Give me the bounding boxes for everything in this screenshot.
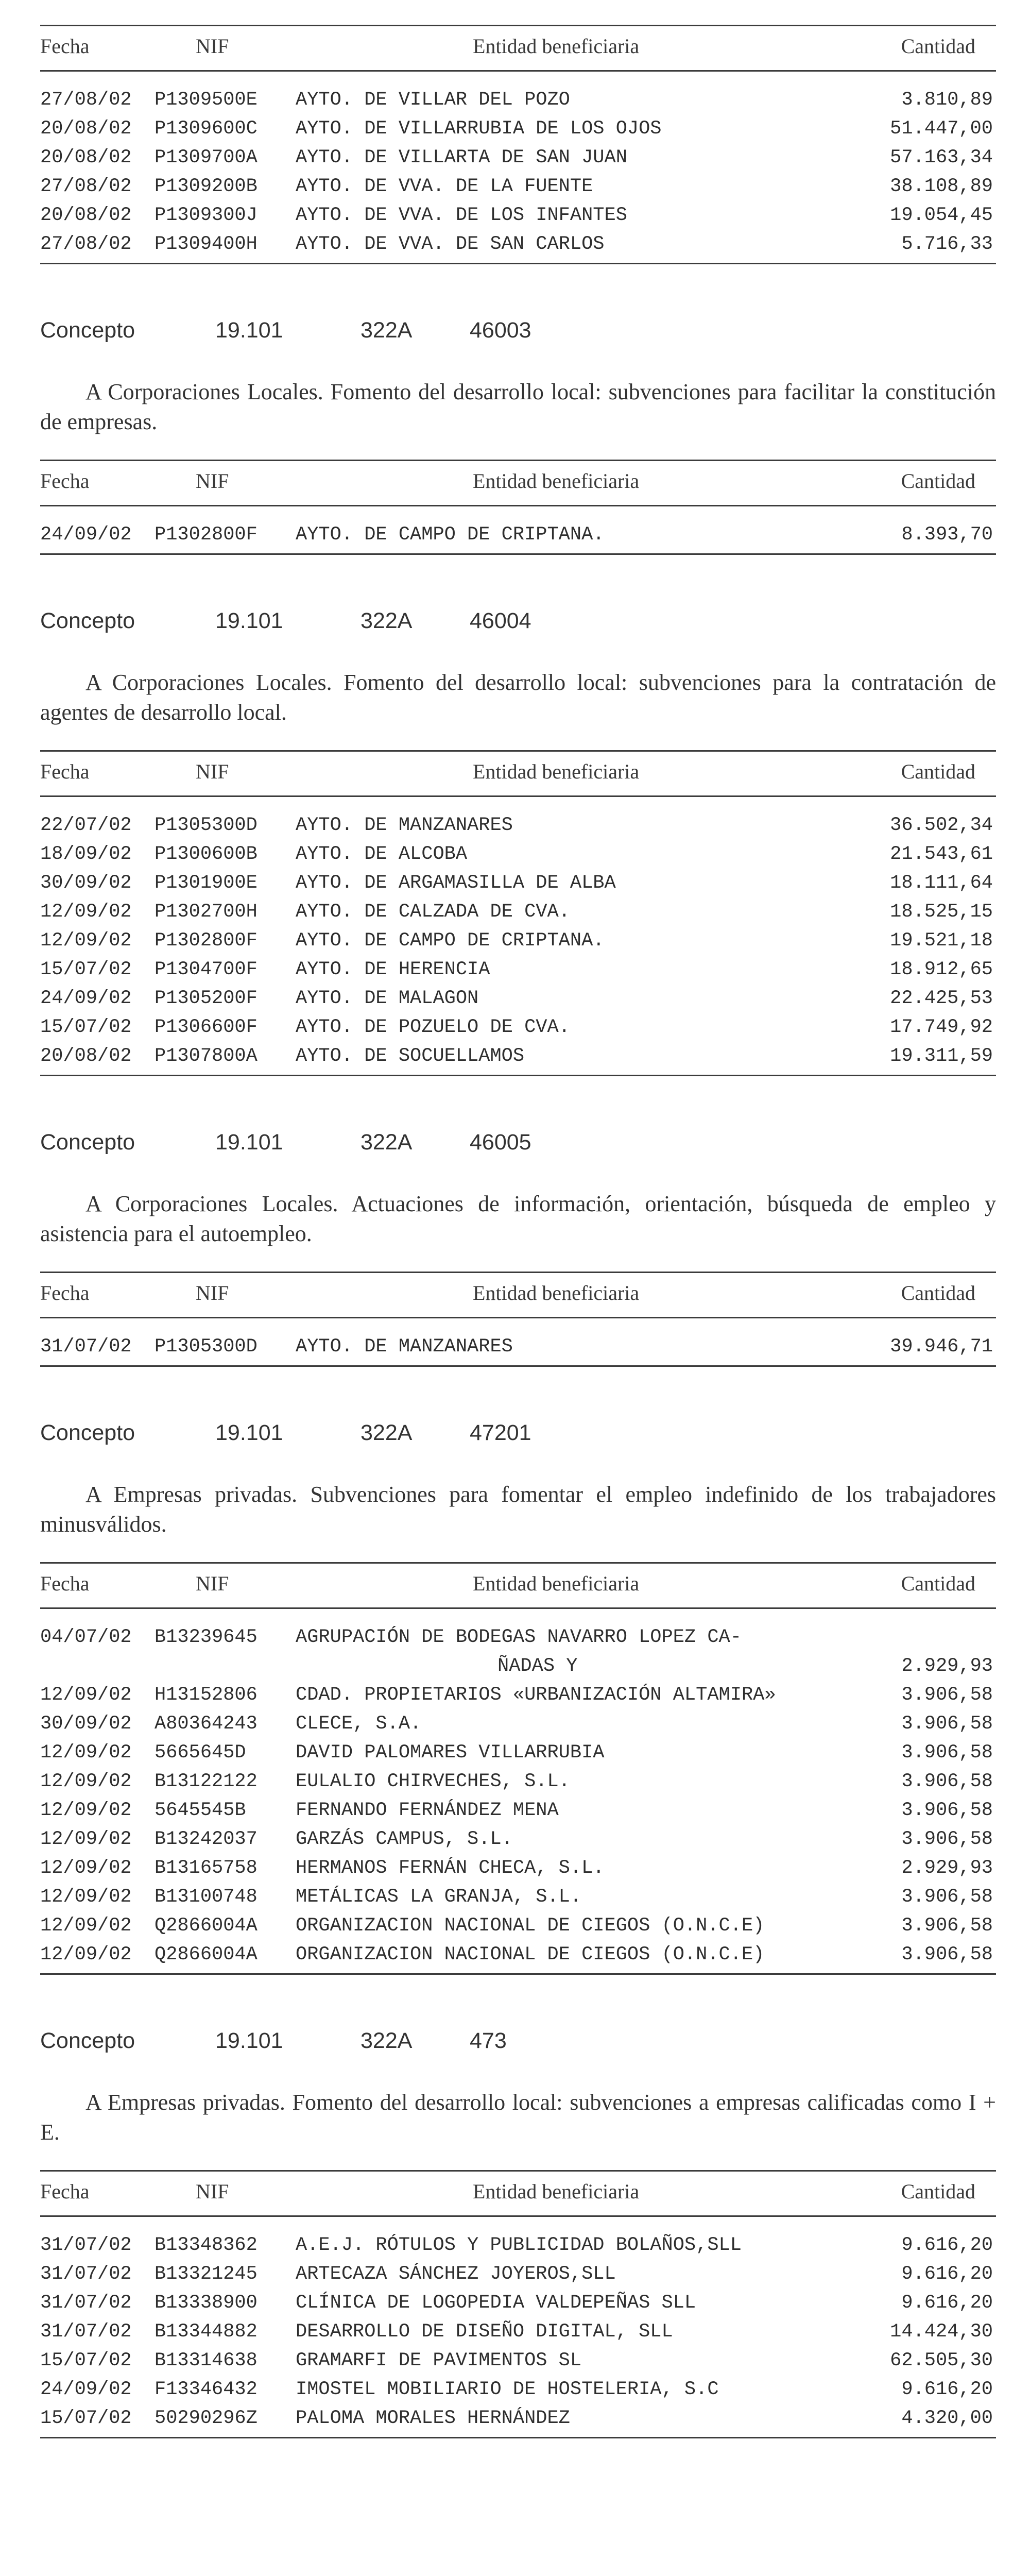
cell-cantidad: 9.616,20	[901, 2263, 993, 2285]
cell-nif: P1305300D	[154, 1336, 258, 1358]
cell-nif: P1302800F	[154, 524, 258, 546]
concepto-line	[40, 1131, 996, 1157]
table-header-rule	[40, 70, 996, 72]
table-top-rule	[40, 1562, 996, 1564]
table-header-rule	[40, 1317, 996, 1318]
cell-fecha: 12/09/02	[40, 1915, 132, 1937]
cell-entidad: A.E.J. RÓTULOS Y PUBLICIDAD BOLAÑOS,SLL	[296, 2234, 742, 2256]
cell-entidad: AYTO. DE MANZANARES	[296, 1336, 513, 1358]
cell-cantidad: 57.163,34	[890, 147, 993, 168]
cell-entidad: AYTO. DE VVA. DE LOS INFANTES	[296, 205, 627, 226]
cell-fecha: 27/08/02	[40, 176, 132, 197]
table-top-rule	[40, 750, 996, 752]
concepto-code-program: 19.101	[215, 318, 283, 343]
cell-cantidad: 3.906,58	[901, 1771, 993, 1792]
table-row	[40, 2323, 996, 2351]
cell-fecha: 20/08/02	[40, 118, 132, 140]
cell-fecha: 12/09/02	[40, 1800, 132, 1821]
cell-nif: B13321245	[154, 2263, 258, 2285]
header-nif: NIF	[196, 2180, 229, 2203]
cell-fecha: 27/08/02	[40, 89, 132, 111]
cell-fecha: 18/09/02	[40, 843, 132, 865]
cell-cantidad: 19.521,18	[890, 930, 993, 952]
concepto-code-item: 473	[470, 2028, 507, 2053]
cell-entidad: AYTO. DE ALCOBA	[296, 843, 468, 865]
table-row	[40, 1047, 996, 1076]
cell-entidad: AYTO. DE VVA. DE LA FUENTE	[296, 176, 593, 197]
cell-fecha: 31/07/02	[40, 2263, 132, 2285]
cell-cantidad: 3.906,58	[901, 1828, 993, 1850]
concepto-label: Concepto	[40, 1130, 135, 1155]
table-row	[40, 526, 996, 554]
cell-fecha: 24/09/02	[40, 524, 132, 546]
cell-fecha: 12/09/02	[40, 930, 132, 952]
cell-entidad: EULALIO CHIRVECHES, S.L.	[296, 1771, 570, 1792]
cell-fecha: 22/07/02	[40, 815, 132, 836]
table-top-rule	[40, 1272, 996, 1273]
cell-fecha: 31/07/02	[40, 1336, 132, 1358]
concepto-code-item: 46004	[470, 608, 531, 633]
cell-cantidad: 3.906,58	[901, 1886, 993, 1908]
table-row	[40, 2265, 996, 2294]
cell-cantidad: 18.525,15	[890, 901, 993, 923]
cell-entidad: AYTO. DE CAMPO DE CRIPTANA.	[296, 930, 605, 952]
cell-nif: B13165758	[154, 1857, 258, 1879]
cell-entidad: DESARROLLO DE DISEÑO DIGITAL, SLL	[296, 2321, 673, 2343]
cell-cantidad: 9.616,20	[901, 2292, 993, 2314]
cell-nif: F13346432	[154, 2379, 258, 2400]
table-row	[40, 1772, 996, 1801]
cell-cantidad: 3.906,58	[901, 1713, 993, 1735]
header-nif: NIF	[196, 1281, 229, 1304]
cell-entidad: CLECE, S.A.	[296, 1713, 422, 1735]
cell-fecha: 12/09/02	[40, 1886, 132, 1908]
header-entidad: Entidad beneficiaria	[473, 35, 640, 58]
cell-fecha: 31/07/02	[40, 2321, 132, 2343]
cell-fecha: 15/07/02	[40, 2408, 132, 2429]
concept-description: A Empresas privadas. Subvenciones para fomentar el empleo indefinido de los trabajadores minusválidos.	[40, 1482, 996, 1537]
cell-entidad: HERMANOS FERNÁN CHECA, S.L.	[296, 1857, 605, 1879]
header-cantidad: Cantidad	[901, 1572, 975, 1595]
cell-cantidad: 4.320,00	[901, 2408, 993, 2429]
cell-fecha: 04/07/02	[40, 1626, 132, 1648]
cell-nif: P1305200F	[154, 988, 258, 1009]
table-bottom-rule	[40, 2437, 996, 2438]
cell-nif: B13100748	[154, 1886, 258, 1908]
table-row	[40, 2236, 996, 2265]
cell-fecha: 31/07/02	[40, 2234, 132, 2256]
cell-nif: P1305300D	[154, 815, 258, 836]
cell-entidad: GRAMARFI DE PAVIMENTOS SL	[296, 2350, 582, 2371]
cell-entidad: AYTO. DE VILLARTA DE SAN JUAN	[296, 147, 627, 168]
table-row	[40, 177, 996, 206]
cell-fecha: 15/07/02	[40, 1016, 132, 1038]
table-header-rule	[40, 505, 996, 506]
cell-cantidad: 3.906,58	[901, 1915, 993, 1937]
header-cantidad: Cantidad	[901, 35, 975, 58]
cell-fecha: 31/07/02	[40, 2292, 132, 2314]
cell-fecha: 30/09/02	[40, 1713, 132, 1735]
table-header-rule	[40, 1607, 996, 1609]
table-row	[40, 1743, 996, 1772]
cell-nif: P1307800A	[154, 1045, 258, 1067]
cell-fecha: 12/09/02	[40, 1742, 132, 1764]
cell-nif: P1309200B	[154, 176, 258, 197]
cell-fecha: 12/09/02	[40, 1828, 132, 1850]
cell-entidad: AYTO. DE SOCUELLAMOS	[296, 1045, 525, 1067]
cell-nif: B13348362	[154, 2234, 258, 2256]
cell-nif: P1304700F	[154, 959, 258, 980]
cell-fecha: 12/09/02	[40, 1771, 132, 1792]
concepto-label: Concepto	[40, 1420, 135, 1445]
cell-nif: A80364243	[154, 1713, 258, 1735]
table-row	[40, 816, 996, 845]
concept-description: A Corporaciones Locales. Fomento del desarrollo local: subvenciones para facilitar la constitución de empresas.	[40, 379, 996, 434]
table-row	[40, 874, 996, 903]
cell-nif: P1306600F	[154, 1016, 258, 1038]
cell-entidad: AYTO. DE POZUELO DE CVA.	[296, 1016, 570, 1038]
cell-cantidad: 18.111,64	[890, 872, 993, 894]
table-row	[40, 120, 996, 148]
table-row	[40, 1801, 996, 1830]
concepto-line	[40, 1422, 996, 1448]
concept-description: A Empresas privadas. Fomento del desarrollo local: subvenciones a empresas calificadas como I + E.	[40, 2090, 996, 2145]
cell-cantidad: 38.108,89	[890, 176, 993, 197]
table-row	[40, 1686, 996, 1715]
table-row	[40, 1945, 996, 1974]
header-cantidad: Cantidad	[901, 1281, 975, 1304]
cell-nif: B13314638	[154, 2350, 258, 2371]
table-row	[40, 903, 996, 931]
cell-fecha: 30/09/02	[40, 872, 132, 894]
cell-entidad: AYTO. DE MALAGON	[296, 988, 479, 1009]
cell-cantidad: 14.424,30	[890, 2321, 993, 2343]
table-row	[40, 989, 996, 1018]
cell-nif: P1302700H	[154, 901, 258, 923]
concept-description: A Corporaciones Locales. Actuaciones de información, orientación, búsqueda de empleo y asistencia para el autoempleo.	[40, 1191, 996, 1246]
header-fecha: Fecha	[40, 1572, 90, 1595]
concepto-code-item: 46005	[470, 1130, 531, 1155]
table-bottom-rule	[40, 1973, 996, 1975]
cell-nif: Q2866004A	[154, 1915, 258, 1937]
header-entidad: Entidad beneficiaria	[473, 2180, 640, 2203]
cell-entidad: AYTO. DE ARGAMASILLA DE ALBA	[296, 872, 616, 894]
cell-entidad: AGRUPACIÓN DE BODEGAS NAVARRO LOPEZ CA-	[296, 1626, 742, 1648]
cell-cantidad: 8.393,70	[901, 524, 993, 546]
cell-cantidad: 39.946,71	[890, 1336, 993, 1358]
cell-entidad: CLÍNICA DE LOGOPEDIA VALDEPEÑAS SLL	[296, 2292, 696, 2314]
cell-entidad: FERNANDO FERNÁNDEZ MENA	[296, 1800, 559, 1821]
header-nif: NIF	[196, 35, 229, 58]
cell-entidad: AYTO. DE CALZADA DE CVA.	[296, 901, 570, 923]
header-entidad: Entidad beneficiaria	[473, 469, 640, 493]
cell-fecha: 12/09/02	[40, 1944, 132, 1965]
table-row	[40, 931, 996, 960]
header-nif: NIF	[196, 760, 229, 783]
table-row	[40, 1917, 996, 1945]
header-fecha: Fecha	[40, 2180, 90, 2203]
cell-entidad: ARTECAZA SÁNCHEZ JOYEROS,SLL	[296, 2263, 616, 2285]
table-row	[40, 845, 996, 874]
cell-fecha: 24/09/02	[40, 2379, 132, 2400]
cell-fecha: 20/08/02	[40, 205, 132, 226]
concepto-code-program: 19.101	[215, 608, 283, 633]
table-row	[40, 2380, 996, 2409]
cell-entidad: PALOMA MORALES HERNÁNDEZ	[296, 2408, 570, 2429]
cell-nif: 5645545B	[154, 1800, 246, 1821]
cell-cantidad: 18.912,65	[890, 959, 993, 980]
cell-entidad: AYTO. DE VILLARRUBIA DE LOS OJOS	[296, 118, 662, 140]
table-row	[40, 206, 996, 235]
table-row	[40, 148, 996, 177]
table-row	[40, 1018, 996, 1047]
cell-cantidad: 9.616,20	[901, 2379, 993, 2400]
table-row	[40, 91, 996, 120]
header-cantidad: Cantidad	[901, 2180, 975, 2203]
cell-nif: P1309300J	[154, 205, 258, 226]
table-row	[40, 1715, 996, 1743]
cell-entidad: ORGANIZACION NACIONAL DE CIEGOS (O.N.C.E)	[296, 1944, 765, 1965]
cell-cantidad: 36.502,34	[890, 815, 993, 836]
cell-nif: P1300600B	[154, 843, 258, 865]
concept-description: A Corporaciones Locales. Fomento del desarrollo local: subvenciones para la contratación de agentes de desarrollo local.	[40, 670, 996, 725]
cell-nif: B13122122	[154, 1771, 258, 1792]
concepto-code-program: 19.101	[215, 2028, 283, 2053]
cell-entidad: AYTO. DE MANZANARES	[296, 815, 513, 836]
concepto-code-function: 322A	[360, 1420, 413, 1445]
table-row	[40, 2409, 996, 2438]
table-row	[40, 1888, 996, 1917]
cell-cantidad: 9.616,20	[901, 2234, 993, 2256]
cell-cantidad: 2.929,93	[901, 1655, 993, 1677]
table-bottom-rule	[40, 1365, 996, 1367]
header-cantidad: Cantidad	[901, 760, 975, 783]
cell-entidad: IMOSTEL MOBILIARIO DE HOSTELERIA, S.C	[296, 2379, 719, 2400]
table-row	[40, 1337, 996, 1366]
cell-nif: B13338900	[154, 2292, 258, 2314]
table-bottom-rule	[40, 553, 996, 555]
header-fecha: Fecha	[40, 760, 90, 783]
cell-entidad: ORGANIZACION NACIONAL DE CIEGOS (O.N.C.E)	[296, 1915, 765, 1937]
header-entidad: Entidad beneficiaria	[473, 1572, 640, 1595]
cell-fecha: 12/09/02	[40, 1684, 132, 1706]
cell-entidad: AYTO. DE VILLAR DEL POZO	[296, 89, 570, 111]
cell-cantidad: 62.505,30	[890, 2350, 993, 2371]
cell-cantidad: 51.447,00	[890, 118, 993, 140]
table-top-rule	[40, 2170, 996, 2172]
cell-nif: P1309500E	[154, 89, 258, 111]
concepto-code-program: 19.101	[215, 1130, 283, 1155]
header-entidad: Entidad beneficiaria	[473, 1281, 640, 1304]
concepto-code-item: 46003	[470, 318, 531, 343]
cell-entidad: METÁLICAS LA GRANJA, S.L.	[296, 1886, 582, 1908]
cell-cantidad: 21.543,61	[890, 843, 993, 865]
header-fecha: Fecha	[40, 35, 90, 58]
cell-entidad: AYTO. DE HERENCIA	[296, 959, 490, 980]
concepto-code-function: 322A	[360, 2028, 413, 2053]
cell-entidad: DAVID PALOMARES VILLARRUBIA	[296, 1742, 605, 1764]
concepto-code-function: 322A	[360, 608, 413, 633]
cell-cantidad: 19.054,45	[890, 205, 993, 226]
cell-nif: 50290296Z	[154, 2408, 258, 2429]
cell-cantidad: 3.906,58	[901, 1800, 993, 1821]
table-row	[40, 235, 996, 264]
cell-fecha: 12/09/02	[40, 1857, 132, 1879]
concepto-line	[40, 2030, 996, 2056]
table-top-rule	[40, 460, 996, 461]
cell-cantidad: 5.716,33	[901, 233, 993, 255]
cell-entidad: AYTO. DE CAMPO DE CRIPTANA.	[296, 524, 605, 546]
cell-fecha: 27/08/02	[40, 233, 132, 255]
cell-nif: P1302800F	[154, 930, 258, 952]
cell-nif: 5665645D	[154, 1742, 246, 1764]
table-bottom-rule	[40, 1075, 996, 1076]
cell-fecha: 15/07/02	[40, 2350, 132, 2371]
header-fecha: Fecha	[40, 1281, 90, 1304]
cell-entidad-continued: ÑADAS Y	[497, 1655, 578, 1677]
concepto-code-function: 322A	[360, 1130, 413, 1155]
header-fecha: Fecha	[40, 469, 90, 493]
table-row	[40, 1628, 996, 1686]
table-bottom-rule	[40, 263, 996, 264]
cell-cantidad: 2.929,93	[901, 1857, 993, 1879]
cell-nif: B13242037	[154, 1828, 258, 1850]
cell-cantidad: 3.906,58	[901, 1684, 993, 1706]
header-nif: NIF	[196, 1572, 229, 1595]
cell-nif: P1309700A	[154, 147, 258, 168]
concepto-code-item: 47201	[470, 1420, 531, 1445]
cell-cantidad: 3.906,58	[901, 1742, 993, 1764]
cell-cantidad: 3.810,89	[901, 89, 993, 111]
table-header-rule	[40, 2215, 996, 2217]
table-row	[40, 2294, 996, 2323]
header-entidad: Entidad beneficiaria	[473, 760, 640, 783]
table-top-rule	[40, 25, 996, 26]
table-row	[40, 1830, 996, 1859]
cell-nif: P1309600C	[154, 118, 258, 140]
cell-nif: P1309400H	[154, 233, 258, 255]
header-nif: NIF	[196, 469, 229, 493]
cell-fecha: 20/08/02	[40, 1045, 132, 1067]
concepto-code-function: 322A	[360, 318, 413, 343]
header-cantidad: Cantidad	[901, 469, 975, 493]
cell-entidad: CDAD. PROPIETARIOS «URBANIZACIÓN ALTAMIRA»	[296, 1684, 776, 1706]
cell-fecha: 12/09/02	[40, 901, 132, 923]
concepto-line	[40, 610, 996, 636]
cell-nif: H13152806	[154, 1684, 258, 1706]
table-row	[40, 960, 996, 989]
concepto-label: Concepto	[40, 608, 135, 633]
cell-entidad: GARZÁS CAMPUS, S.L.	[296, 1828, 513, 1850]
cell-cantidad: 3.906,58	[901, 1944, 993, 1965]
cell-fecha: 20/08/02	[40, 147, 132, 168]
cell-nif: Q2866004A	[154, 1944, 258, 1965]
table-row	[40, 1859, 996, 1888]
cell-cantidad: 22.425,53	[890, 988, 993, 1009]
cell-fecha: 15/07/02	[40, 959, 132, 980]
table-header-rule	[40, 795, 996, 797]
cell-cantidad: 17.749,92	[890, 1016, 993, 1038]
table-row	[40, 2351, 996, 2380]
cell-cantidad: 19.311,59	[890, 1045, 993, 1067]
cell-entidad: AYTO. DE VVA. DE SAN CARLOS	[296, 233, 605, 255]
concepto-label: Concepto	[40, 2028, 135, 2053]
cell-nif: B13344882	[154, 2321, 258, 2343]
concepto-line	[40, 319, 996, 345]
cell-nif: B13239645	[154, 1626, 258, 1648]
cell-fecha: 24/09/02	[40, 988, 132, 1009]
concepto-label: Concepto	[40, 318, 135, 343]
concepto-code-program: 19.101	[215, 1420, 283, 1445]
cell-nif: P1301900E	[154, 872, 258, 894]
